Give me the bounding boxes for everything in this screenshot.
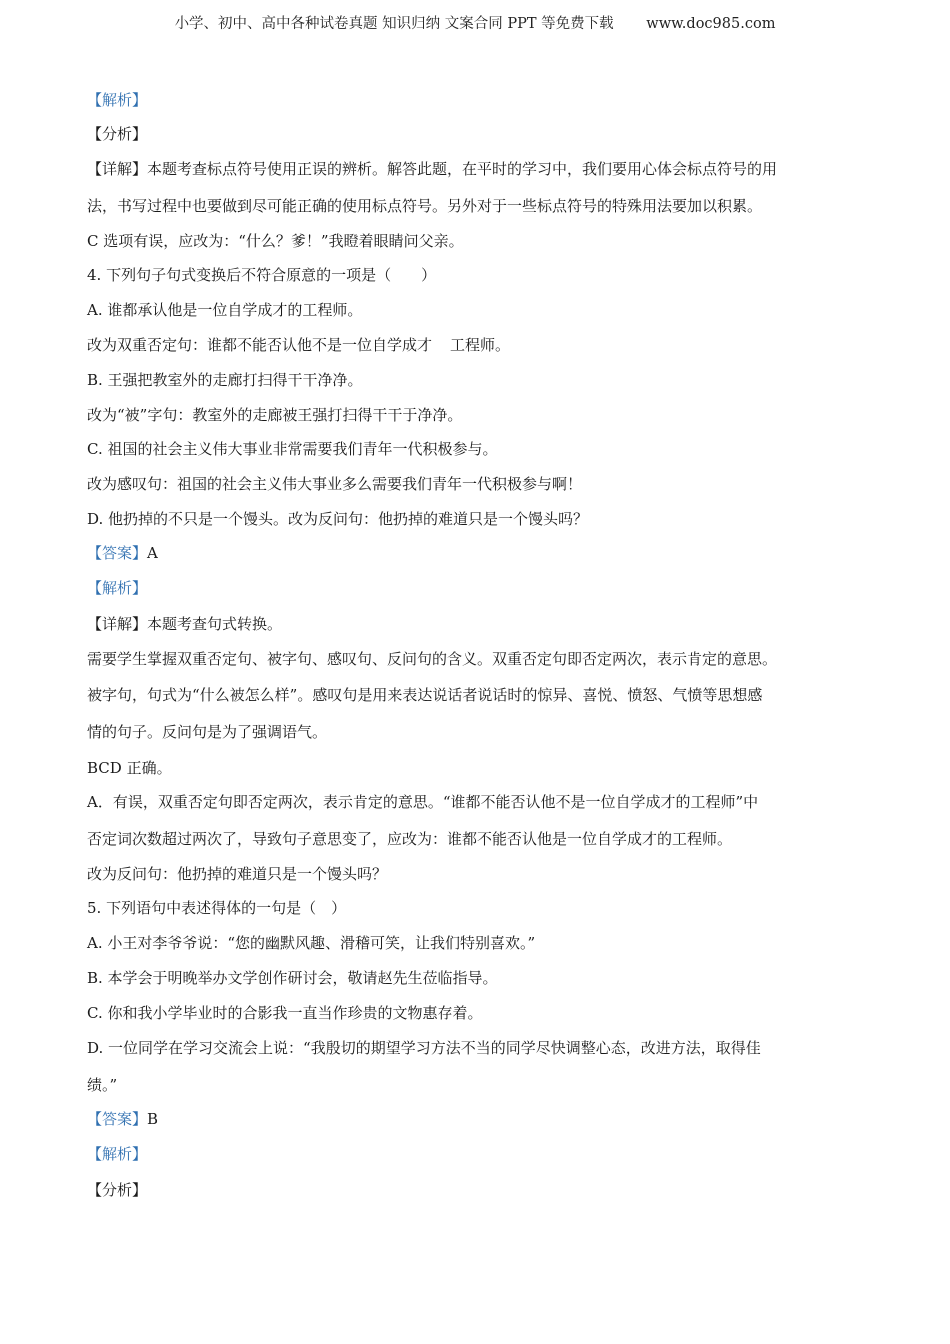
q4-option-d: D. 他扔掉的不只是一个馒头。改为反问句：他扔掉的难道只是一个馒头吗？ <box>87 510 589 528</box>
q3-xiangjie-tag: 【详解】 <box>87 160 148 178</box>
header-title: 小学、初中、高中各种试卷真题 知识归纳 文案合同 PPT 等免费下载 <box>174 16 614 32</box>
q4-stem: 4. 下列句子句式变换后不符合原意的一项是（ ） <box>87 266 437 284</box>
q4-answer-tag: 【答案】 <box>87 544 148 562</box>
q4-option-b: B. 王强把教室外的走廊打扫得干干净净。 <box>87 371 363 389</box>
q5-stem: 5. 下列语句中表述得体的一句是（ ） <box>87 899 347 917</box>
q5-option-d-line-1: D. 一位同学在学习交流会上说：“我殷切的期望学习方法不当的同学尽快调整心态，改进方法，取得佳 <box>87 1039 761 1057</box>
q4-xiangjie-text-1: 本题考查句式转换。 <box>147 615 283 633</box>
q4-answer-value: A <box>147 544 158 562</box>
q3-xiangjie-text-1: 本题考查标点符号使用正误的辨析。解答此题，在平时的学习中，我们要用心体会标点符号的用 <box>147 160 778 178</box>
q4-option-a-rewrite-post: 工程师。 <box>450 336 511 354</box>
q4-a-note-2: 否定词次数超过两次了，导致句子意思变了，应改为：谁都不能否认他是一位自学成才的工程师。 <box>87 830 733 848</box>
q4-answer <box>87 543 158 563</box>
q3-correction-note: C 选项有误，应改为：“什么？爹！”我瞪着眼睛问父亲。 <box>87 232 464 250</box>
header-website[interactable]: www.doc985.com <box>646 16 776 32</box>
q4-option-a: A. 谁都承认他是一位自学成才的工程师。 <box>87 301 363 319</box>
q4-xiangjie-line-4: 情的句子。反问句是为了强调语气。 <box>87 723 328 741</box>
q4-xiangjie-line-2: 需要学生掌握双重否定句、被字句、感叹句、反问句的含义。双重否定句即否定两次，表示肯定的意思。 <box>87 650 778 668</box>
q5-answer-tag: 【答案】 <box>87 1110 148 1128</box>
q5-answer <box>87 1109 158 1129</box>
q3-jiexi-tag: 【解析】 <box>87 91 148 109</box>
q4-a-note-1: A．有误，双重否定句即否定两次，表示肯定的意思。“谁都不能否认他不是一位自学成才的工程师”中 <box>87 793 759 811</box>
q4-xiangjie-line-3: 被字句，句式为“什么被怎么样”。感叹句是用来表达说话者说话时的惊异、喜悦、愤怒、气愤等思想感 <box>87 686 763 704</box>
q5-answer-value: B <box>147 1110 159 1128</box>
q4-option-c: C. 祖国的社会主义伟大事业非常需要我们青年一代积极参与。 <box>87 440 498 458</box>
q4-jiexi-tag: 【解析】 <box>87 579 148 597</box>
q5-jiexi-tag: 【解析】 <box>87 1145 148 1163</box>
q5-option-a: A. 小王对李爷爷说：“您的幽默风趣、滑稽可笑，让我们特别喜欢。” <box>87 934 536 952</box>
q4-a-note-3: 改为反问句：他扔掉的难道只是一个馒头吗？ <box>87 865 388 883</box>
q4-option-a-rewrite <box>87 335 510 355</box>
q3-xiangjie-line-1 <box>87 159 777 179</box>
q4-xiangjie-line-1 <box>87 614 282 634</box>
q4-option-b-rewrite: 改为“被”字句：教室外的走廊被王强打扫得干干于净净。 <box>87 406 463 424</box>
q4-option-a-rewrite-pre: 改为双重否定句：谁都不能否认他不是一位自学成才 <box>87 336 433 354</box>
q4-option-c-rewrite: 改为感叹句：祖国的社会主义伟大事业多么需要我们青年一代积极参与啊！ <box>87 475 583 493</box>
q3-fenxi-tag: 【分析】 <box>87 125 148 143</box>
q5-fenxi-tag: 【分析】 <box>87 1181 148 1199</box>
q5-option-b: B. 本学会于明晚举办文学创作研讨会，敬请赵先生莅临指导。 <box>87 969 498 987</box>
q4-xiangjie-tag: 【详解】 <box>87 615 148 633</box>
q5-option-d-line-2: 绩。” <box>87 1076 118 1094</box>
q5-option-c: C. 你和我小学毕业时的合影我一直当作珍贵的文物惠存着。 <box>87 1004 483 1022</box>
q3-xiangjie-line-2: 法，书写过程中也要做到尽可能正确的使用标点符号。另外对于一些标点符号的特殊用法要加以积累。 <box>87 197 763 215</box>
q4-bcd-correct: BCD 正确。 <box>87 759 172 777</box>
